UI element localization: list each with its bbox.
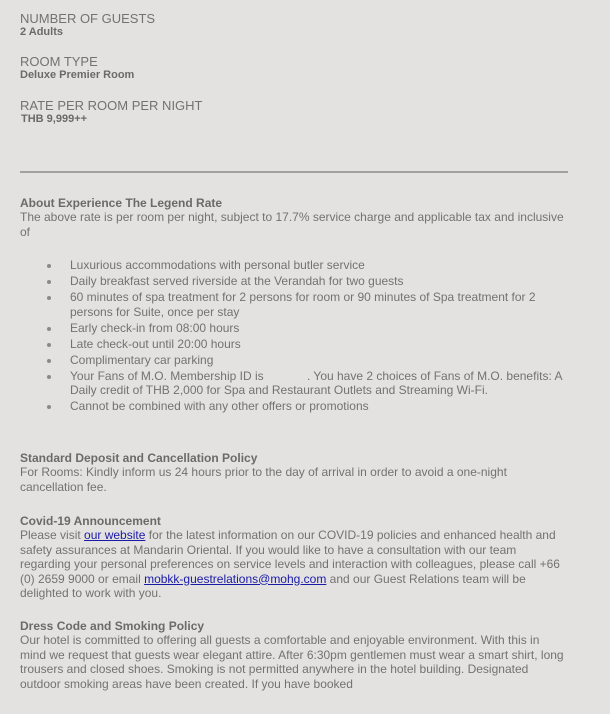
covid-text-end: and our Guest Relations team will be delighted to work with you.: [20, 571, 526, 600]
rate-field: [20, 99, 203, 126]
list-item: Luxurious accommodations with personal butler service: [70, 258, 568, 273]
section-divider: [20, 171, 568, 173]
cancellation-title: Standard Deposit and Cancellation Policy: [20, 451, 258, 465]
guests-value: 2 Adults: [20, 26, 63, 38]
about-rate-title: About Experience The Legend Rate: [20, 196, 223, 210]
list-item: Early check-in from 08:00 hours: [70, 321, 568, 336]
room-type-value: Deluxe Premier Room: [20, 69, 135, 81]
guests-label: NUMBER OF GUESTS: [20, 11, 156, 26]
guest-relations-email-link[interactable]: mobkk-guestrelations@mohg.com: [144, 571, 327, 586]
list-item: Complimentary car parking: [70, 353, 568, 368]
inclusions-list: [20, 258, 568, 415]
dress-code-title: Dress Code and Smoking Policy: [20, 619, 205, 633]
covid-text-middle: for the latest information on our COVID-19 policies and enhanced health and safety assurances at Mandarin Oriental. If you would like to have a consultation with our team regarding your personal preferences on service levels and interaction with colleagues, please call +66 (0) 2659 9000 or email: [20, 528, 560, 586]
covid-text: [20, 528, 568, 601]
dress-code-section: [20, 619, 568, 691]
list-item: Daily breakfast served riverside at the Verandah for two guests: [70, 274, 568, 289]
covid-title: Covid-19 Announcement: [20, 514, 161, 528]
website-link[interactable]: our website: [84, 528, 146, 542]
rate-label: RATE PER ROOM PER NIGHT: [20, 98, 203, 113]
guests-field: [20, 12, 155, 39]
list-item: Late check-out until 20:00 hours: [70, 337, 568, 352]
cancellation-text: For Rooms: Kindly inform us 24 hours prior to the day of arrival in order to avoid a one-night cancellation fee.: [20, 465, 507, 494]
list-item: Your Fans of M.O. Membership ID is . You have 2 choices of Fans of M.O. benefits: A Daily credit of THB 2,000 for Spa and Restaurant Outlets and Streaming Wi-Fi.: [70, 369, 568, 398]
covid-section: [20, 514, 568, 601]
dress-code-text: Our hotel is committed to offering all guests a comfortable and enjoyable environment. With this in mind we request that guests wear elegant attire. After 6:30pm gentlemen must wear a smart shirt, long trousers and closed shoes. Smoking is not permitted anywhere in the hotel building. Designated outdoor smoking areas have been created. If you have booked: [20, 633, 564, 691]
rate-value: THB 9,999++: [21, 113, 88, 125]
cancellation-section: [20, 451, 568, 494]
about-rate-intro: The above rate is per room per night, subject to 17.7% service charge and applicable tax and inclusive of: [20, 210, 564, 239]
about-rate-section: [20, 196, 568, 239]
room-type-label: ROOM TYPE: [20, 54, 98, 69]
room-type-field: [20, 55, 134, 82]
list-item: Cannot be combined with any other offers or promotions: [70, 399, 568, 414]
covid-text-start: Please visit: [20, 528, 85, 542]
list-item: 60 minutes of spa treatment for 2 persons for room or 90 minutes of Spa treatment for 2 persons for Suite, once per stay: [70, 290, 568, 319]
